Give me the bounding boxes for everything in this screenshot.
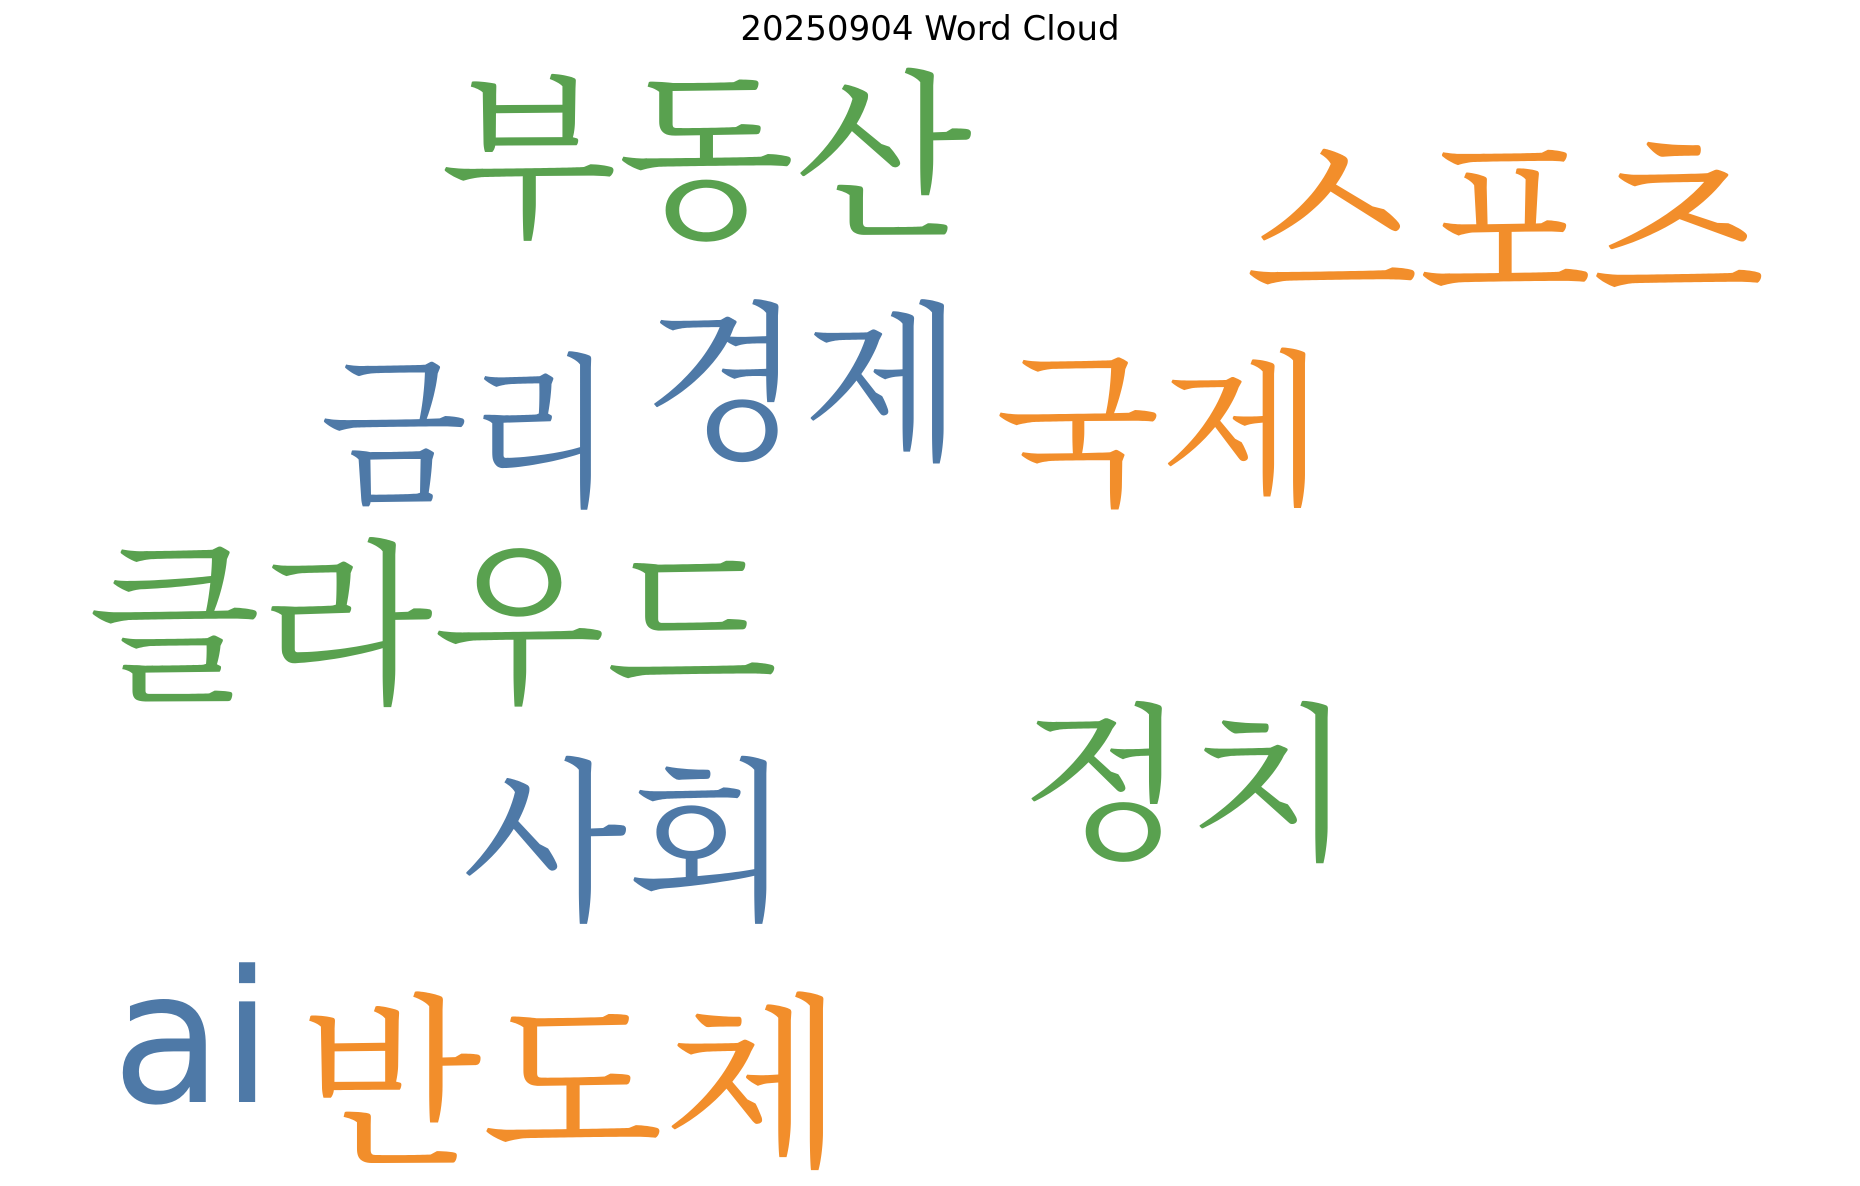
word-group: [88, 54, 1765, 1186]
word-5: 국제: [995, 336, 1325, 530]
word-1: 부동산: [440, 54, 972, 265]
word-9: ai: [112, 932, 272, 1146]
word-4: 금리: [320, 339, 615, 531]
word-7: 정치: [1020, 688, 1355, 885]
chart-title: 20250904 Word Cloud: [740, 9, 1120, 49]
word-6: 클라우드: [88, 524, 779, 730]
word-10: 반도체: [300, 977, 845, 1186]
word-2: 스포츠: [1245, 117, 1765, 338]
word-3: 경제: [643, 287, 963, 486]
word-8: 사회: [462, 744, 792, 947]
